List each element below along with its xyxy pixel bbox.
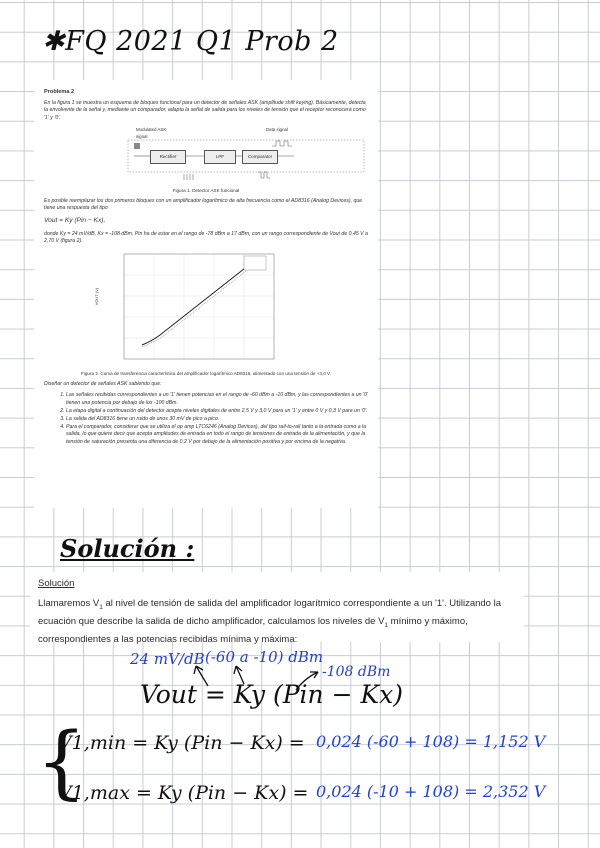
lpf-block: LPF bbox=[204, 150, 236, 164]
condition-item: 2. La etapa digital a continuación del detector acepta niveles digitales de entre 2,5 V y 3,0 V para un '1' y entre 0 V y 0,3 V para un '0'. bbox=[66, 408, 368, 415]
conditions-list bbox=[44, 392, 368, 445]
condition-item: 4. Para el comparador, considerar que se utiliza el op amp LTC6246 (Analog Devices), del tipo rail-to-rail tanto a la entrada como a la salida, lo que quiere decir que acepta amplitudes de entrada en todo el rango de tensiones de entrada de la alimentación, y que la tensión de saturación presenta una diferencia de 0,2 V por debajo de la alimentación positiva y por encima de la negativa. bbox=[66, 424, 368, 446]
v1min-rhs: 0,024 (-60 + 108) = 1,152 V bbox=[316, 732, 546, 751]
problem-formula: Vout = Ky (Pin − Kx), bbox=[44, 217, 106, 225]
solution-box-title: Solución bbox=[38, 578, 75, 589]
solution-sub2: 1 bbox=[384, 621, 389, 629]
problem-para3: donde Ky = 24 mV/dB, Kx = -108 dBm. Pin ha de estar en el rango de -78 dBm a 17 dBm, con un rango correspondiente de Vout de 0,45 V a 2,70 V (figura 2). bbox=[44, 230, 368, 244]
figure1-caption: Figura 1. Detector ASK funcional bbox=[172, 187, 240, 193]
chart-axis-label: VOUT (V) bbox=[94, 287, 100, 306]
solution-text-c: mínimo y máximo, correspondientes a las potencias recibidas mínima y máxima: bbox=[38, 615, 468, 645]
block-diagram bbox=[44, 126, 368, 184]
transfer-curve-plot bbox=[104, 249, 304, 367]
problem-sheet bbox=[34, 80, 378, 508]
solution-heading: Solución : bbox=[60, 534, 195, 563]
problem-task: Diseñar un detector de señales ASK sabiendo que: bbox=[44, 381, 162, 388]
page-title: ✱FQ 2021 Q1 Prob 2 bbox=[42, 26, 339, 57]
solution-box-body bbox=[38, 597, 516, 647]
transfer-curve-figure bbox=[44, 249, 368, 367]
problem-intro: En la figura 1 se muestra un esquema de bloques funcional para un detector de señales ASK (amplitude shift keying). Básicamente, detecta la envolvente de la señal y, mediante un comparador, adapta la señal de salida para los niveles de tensión que el receptor reconocerá como '1' y '0'. bbox=[44, 100, 366, 121]
solution-sub1: 1 bbox=[99, 603, 103, 611]
diagram-input-label: Modulated ASK signal bbox=[136, 126, 167, 140]
diagram-output-label: Data signal bbox=[266, 126, 288, 132]
problem-title: Problema 2 bbox=[44, 89, 75, 95]
comparator-block: Comparator bbox=[242, 150, 278, 164]
solution-text-a: Llamaremos V bbox=[38, 598, 100, 609]
ky-note: 24 mV/dB bbox=[130, 650, 205, 668]
rectifier-block: Rectifier bbox=[150, 150, 186, 164]
condition-item: 1. Las señales recibidas correspondientes a un '1' tienen potencias en el rango de -60 dBm a -10 dBm, y las correspondientes a un '0' tienen una potencia por debajo de los -100 dBm. bbox=[66, 392, 368, 406]
pin-note: (-60 a -10) dBm bbox=[205, 648, 324, 666]
figure2-caption: Figura 2. Curva de transferencia característica del amplificador logarítmico AD8316, alimentado con una tensión de +3,0 V. bbox=[81, 371, 331, 377]
v1min-lhs: V1,min = Ky (Pin − Kx) = bbox=[58, 732, 305, 754]
kx-note: -108 dBm bbox=[322, 664, 391, 680]
solution-text-b: al nivel de tensión de salida del amplificador logarítmico correspondiente a un '1'. Utilizando la ecuación que describe la salida de dicho amplificador, calculamos los niveles de V bbox=[38, 598, 501, 627]
problem-para2: Es posible reemplazar los dos primeros bloques con un amplificador logarítmico de alta frecuencia como el AD8316 (Analog Devices), que tiene una respuesta del tipo bbox=[44, 198, 363, 212]
main-equation: Vout = Ky (Pin − Kx) bbox=[140, 680, 403, 709]
system-brace: { bbox=[36, 715, 87, 808]
v1max-rhs: 0,024 (-10 + 108) = 2,352 V bbox=[316, 782, 546, 801]
solution-box bbox=[30, 572, 524, 645]
condition-item: 3. La salida del AD8316 tiene un ruido de unos 30 mV de pico a pico. bbox=[66, 416, 368, 423]
v1max-lhs: V1,max = Ky (Pin − Kx) = bbox=[58, 782, 309, 804]
